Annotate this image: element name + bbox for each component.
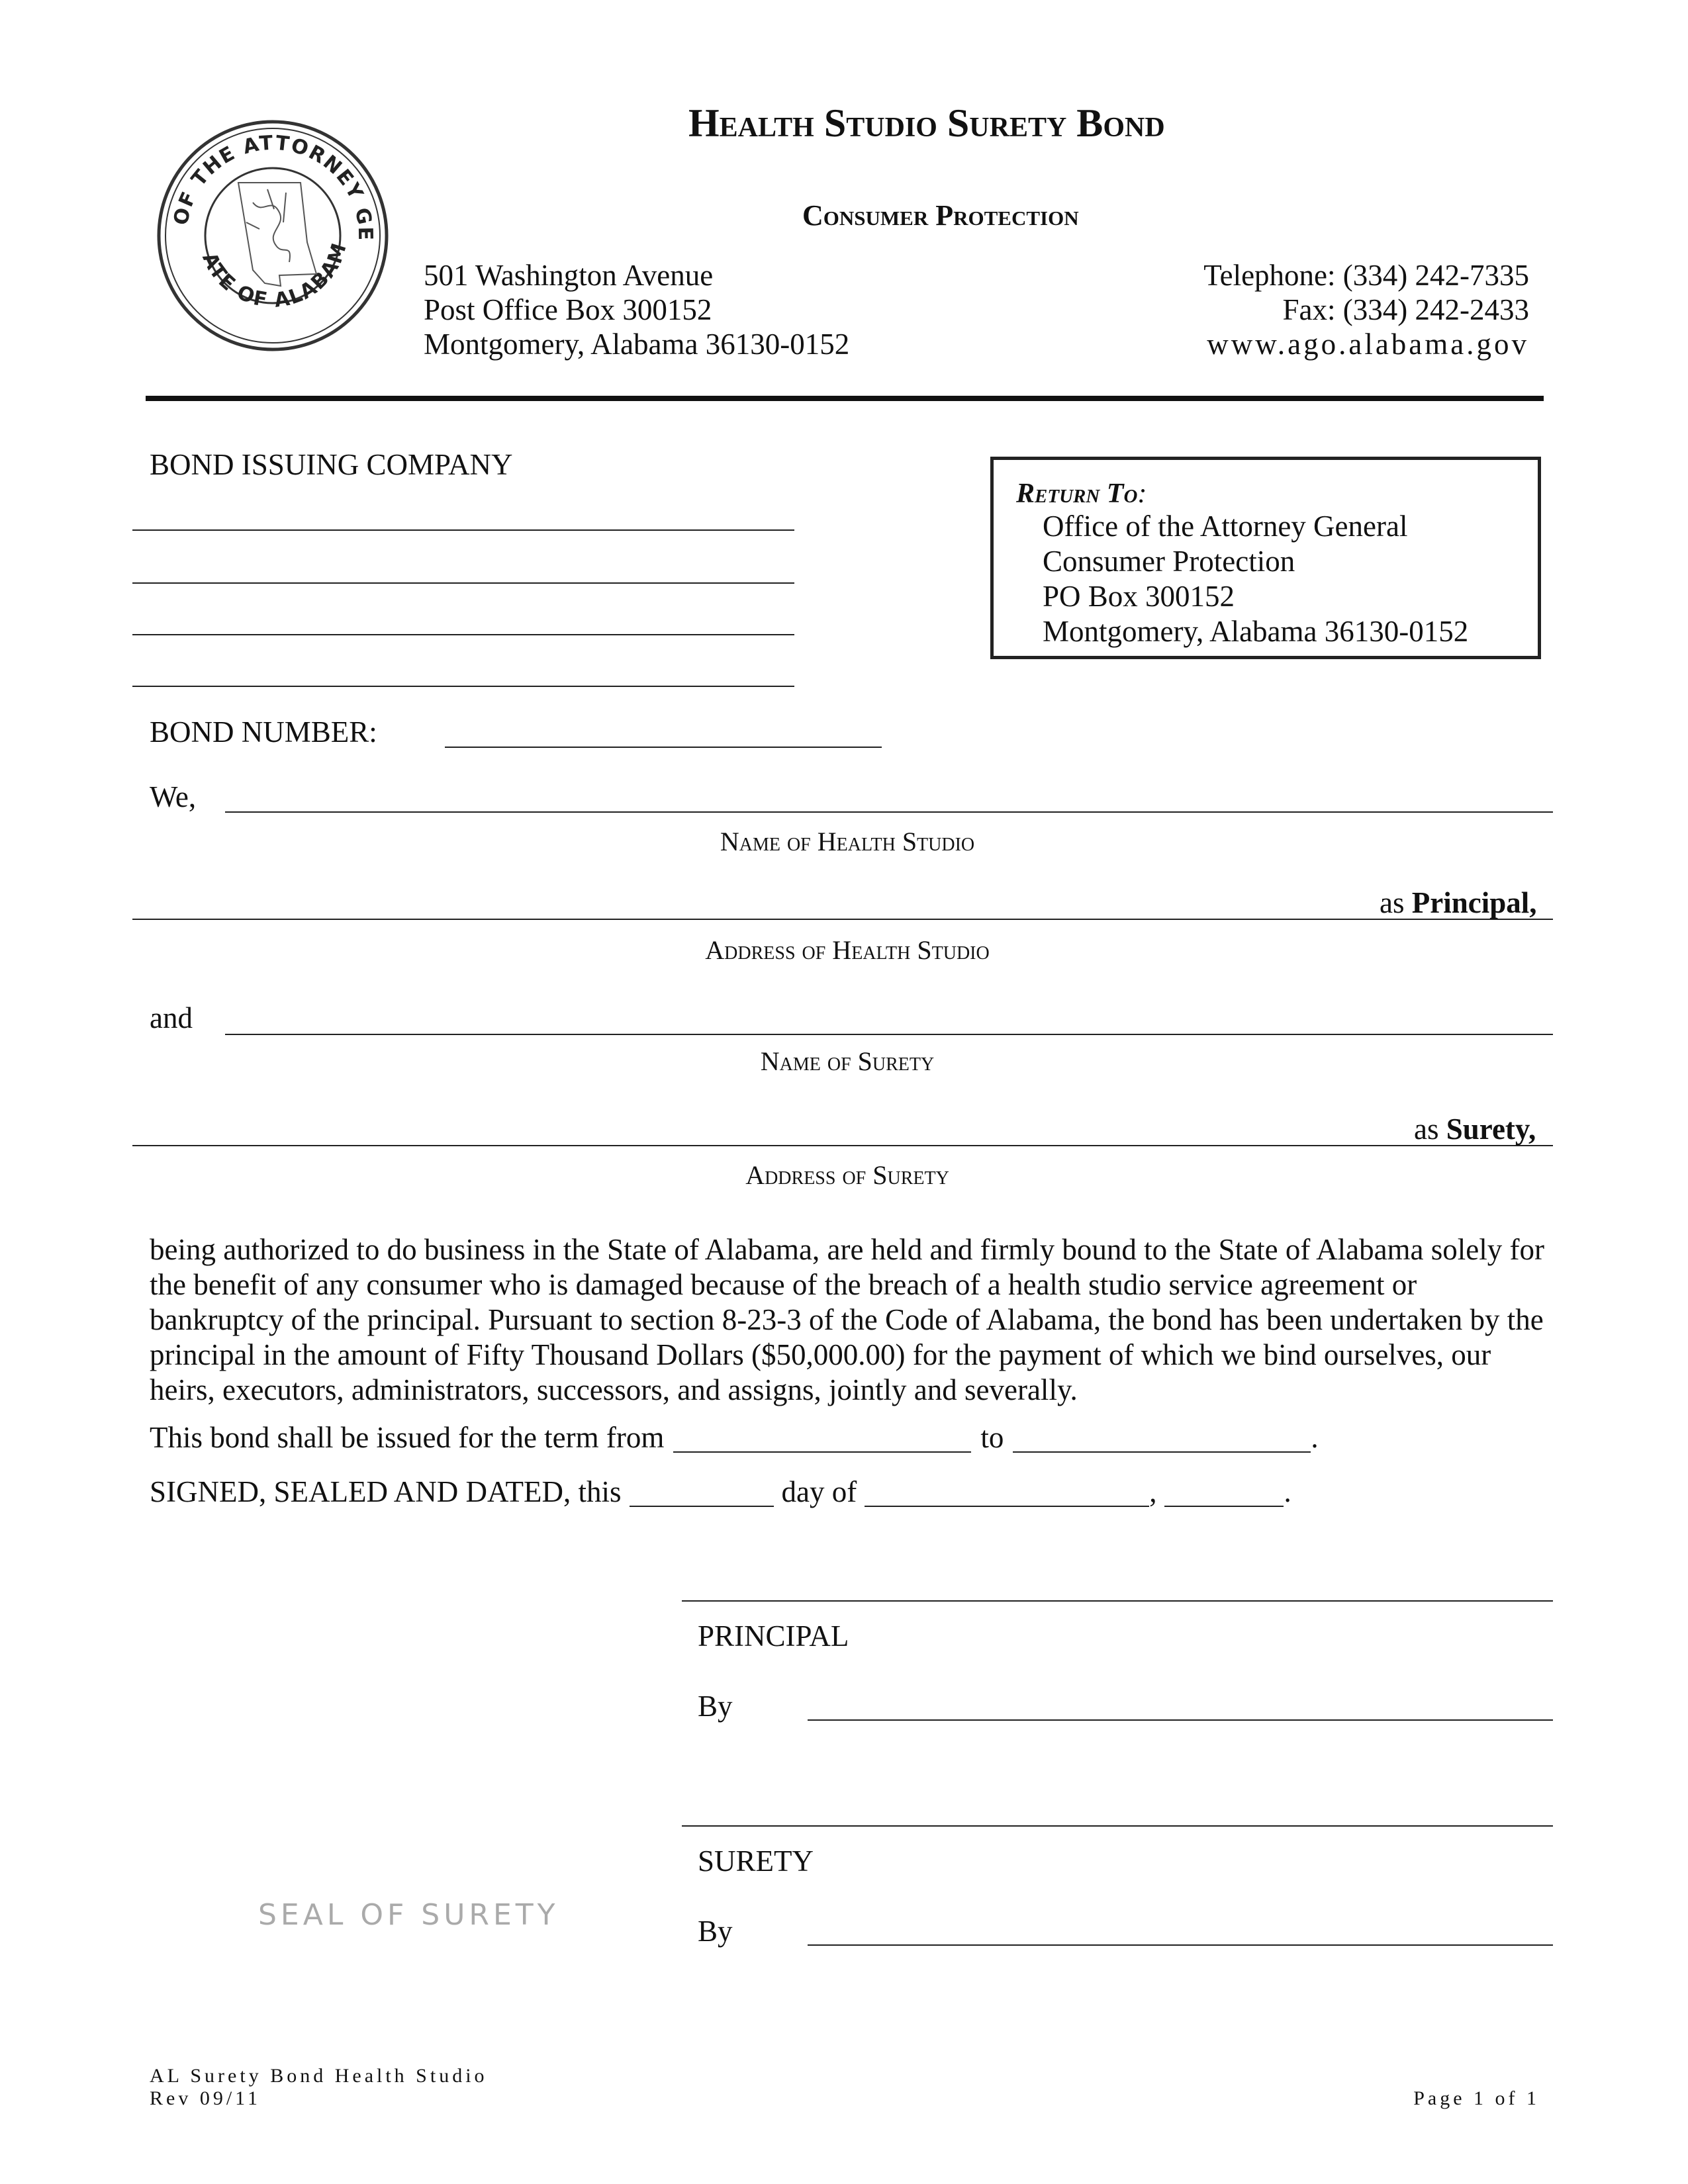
return-to-address: [1016, 509, 1538, 649]
footer-revision: Rev 09/11: [150, 2087, 261, 2109]
footer-form-info: [150, 2065, 488, 2110]
header-divider: [146, 396, 1544, 401]
return-to-line: Montgomery, Alabama 36130-0152: [1043, 615, 1469, 648]
surety-by-field[interactable]: [808, 1944, 1553, 1946]
signed-year-field[interactable]: [1164, 1479, 1284, 1507]
as-surety-text: as Surety,: [1414, 1113, 1536, 1146]
signed-prefix: SIGNED, SEALED AND DATED, this: [150, 1475, 622, 1508]
bond-issuing-company-label: BOND ISSUING COMPANY: [150, 448, 513, 481]
surety-address-caption: Address of Surety: [745, 1160, 949, 1190]
term-prefix: This bond shall be issued for the term from: [150, 1421, 665, 1454]
surety-address-field[interactable]: [132, 1145, 1553, 1146]
surety-name-caption: Name of Surety: [760, 1046, 935, 1076]
term-from-field[interactable]: [673, 1425, 971, 1453]
health-studio-address-field[interactable]: [132, 919, 1553, 920]
seal-of-surety-placeholder: SEAL OF SURETY: [258, 1898, 559, 1932]
company-line-2[interactable]: [132, 582, 794, 584]
fax: Fax: (334) 242-2433: [1282, 293, 1529, 326]
health-studio-name-caption: Name of Health Studio: [720, 827, 975, 856]
company-line-4[interactable]: [132, 686, 794, 687]
telephone: Telephone: (334) 242-7335: [1203, 259, 1529, 292]
return-to-label: Return To:: [1016, 478, 1147, 509]
surety-name-field[interactable]: [225, 1034, 1553, 1035]
website-link[interactable]: www.ago.alabama.gov: [1207, 328, 1529, 361]
company-line-1[interactable]: [132, 529, 794, 531]
term-to-label: to: [980, 1421, 1004, 1454]
return-to-box: [990, 457, 1541, 659]
principal-by-field[interactable]: [808, 1719, 1553, 1721]
bond-number-field[interactable]: [445, 747, 882, 748]
company-line-3[interactable]: [132, 634, 794, 635]
attorney-general-seal: [154, 116, 392, 355]
principal-signature-line[interactable]: [682, 1600, 1553, 1602]
document-subtitle: Consumer Protection: [802, 199, 1079, 232]
footer-page-number: Page 1 of 1: [1413, 2087, 1540, 2109]
return-to-line: Office of the Attorney General: [1043, 510, 1408, 543]
address-line: Montgomery, Alabama 36130-0152: [424, 328, 850, 361]
principal-by-label: By: [698, 1690, 733, 1723]
and-label: and: [150, 1001, 193, 1034]
return-to-line: Consumer Protection: [1043, 545, 1295, 578]
surety-signature-line[interactable]: [682, 1825, 1553, 1827]
day-of-label: day of: [781, 1475, 857, 1508]
document-title: Health Studio Surety Bond: [688, 101, 1165, 145]
term-to-field[interactable]: [1013, 1425, 1311, 1453]
footer-form-name: AL Surety Bond Health Studio: [150, 2065, 488, 2087]
as-principal-text: as Principal,: [1380, 886, 1537, 919]
surety-label: SURETY: [698, 1844, 814, 1878]
surety-by-label: By: [698, 1915, 733, 1948]
alabama-map-icon: [238, 183, 316, 286]
office-contact: [1092, 258, 1529, 361]
signed-line: SIGNED, SEALED AND DATED, this day of , .: [150, 1475, 1291, 1508]
health-studio-name-field[interactable]: [225, 811, 1553, 813]
svg-text:OFFICE OF THE ATTORNEY GENERAL: OF THE ATTORNEY GE: [169, 131, 377, 242]
return-to-line: PO Box 300152: [1043, 580, 1235, 613]
health-studio-address-caption: Address of Health Studio: [705, 935, 990, 965]
signed-month-field[interactable]: [865, 1479, 1149, 1507]
bond-number-label: BOND NUMBER:: [150, 715, 377, 749]
principal-label: PRINCIPAL: [698, 1619, 849, 1653]
bond-body-paragraph: being authorized to do business in the State of Alabama, are held and firmly bound to the State of Alabama solely for the benefit of any consumer who is damaged because of the breach of a health studio service agreement or bankruptcy of the principal. Pursuant to section 8-23-3 of the Code of Alabama, the bond has been undertaken by the principal in the amount of Fifty Thousand Dollars ($50,000.00) for the payment of which we bind ourselves, our heirs, executors, administrators, successors, and assigns, jointly and severally.: [150, 1233, 1544, 1406]
signed-day-field[interactable]: [630, 1479, 774, 1507]
office-address: [424, 258, 849, 361]
address-line: Post Office Box 300152: [424, 293, 712, 326]
we-label: We,: [150, 780, 197, 813]
term-line: This bond shall be issued for the term from to .: [150, 1421, 1319, 1454]
svg-text:STATE OF ALABAMA: ATE OF ALABAM: [197, 239, 352, 312]
address-line: 501 Washington Avenue: [424, 259, 714, 292]
